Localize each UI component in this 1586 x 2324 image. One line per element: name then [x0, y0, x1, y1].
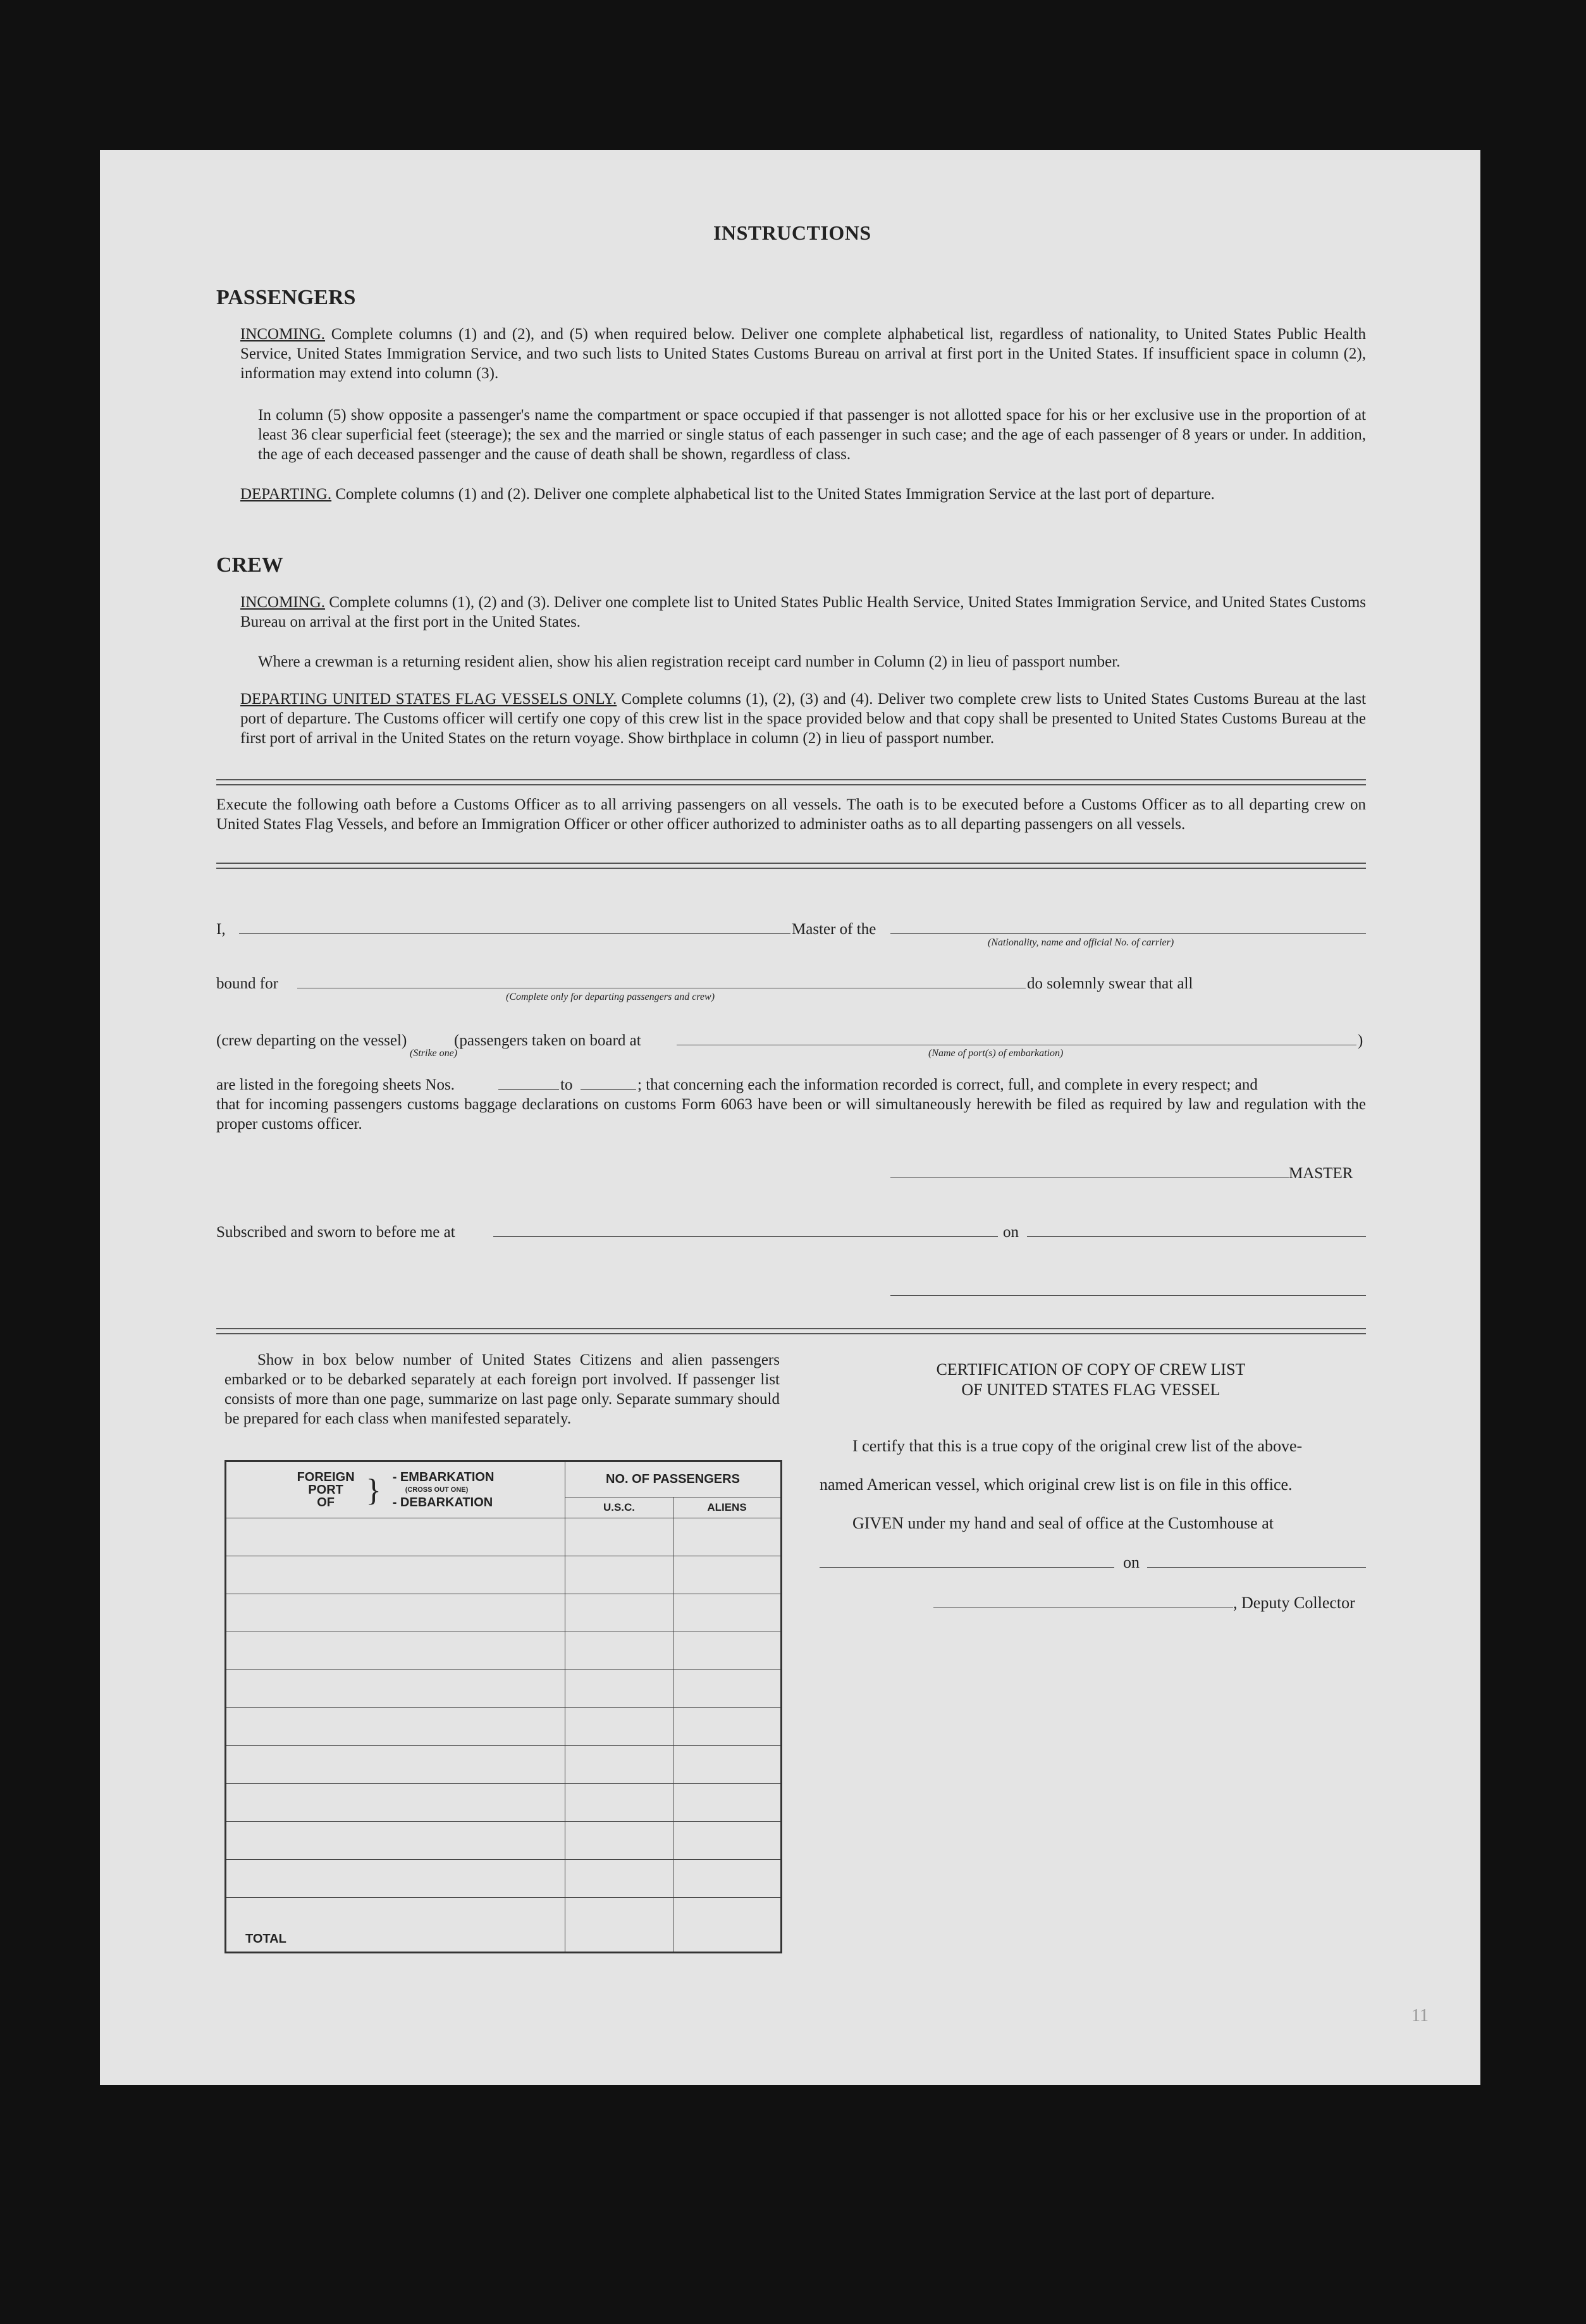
customhouse-line[interactable]: [820, 1567, 1114, 1568]
oath-i-label: I,: [216, 921, 226, 938]
no-of-passengers-header: NO. OF PASSENGERS: [565, 1461, 782, 1497]
aliens-cell[interactable]: [673, 1518, 782, 1556]
bound-for-label: bound for: [216, 975, 278, 992]
certify-line1: I certify that this is a true copy of the original crew list of the above-: [852, 1437, 1303, 1455]
crew-incoming-text: Complete columns (1), (2) and (3). Deliver one complete list to United States Public Health Service, United States Immigration Service, and United States Customs Bureau on arrival at the first port in the United States.: [240, 594, 1367, 630]
embarkation-options: [393, 1471, 495, 1509]
aliens-cell[interactable]: [673, 1822, 782, 1860]
port-cell[interactable]: [226, 1708, 565, 1746]
usc-cell[interactable]: [565, 1860, 673, 1898]
certification-heading: [816, 1360, 1366, 1400]
passengers-incoming-label: INCOMING.: [240, 326, 326, 343]
to-label: to: [560, 1076, 573, 1093]
page-number: 11: [1411, 2006, 1429, 2026]
passengers-departing-text: Complete columns (1) and (2). Deliver one complete alphabetical list to the United States Immigration Service at the last port of departure.: [335, 486, 1215, 503]
port-cell[interactable]: [226, 1670, 565, 1708]
summary-instructions: Show in box below number of United States Citizens and alien passengers embarked or to be debarked separately at each foreign port involved. If passenger list consists of more than one page, summarize on last page only. Separate summary should be prepared for each class when manifested separately.: [224, 1351, 780, 1427]
usc-cell[interactable]: [565, 1822, 673, 1860]
brace-icon: }: [366, 1472, 381, 1508]
usc-cell[interactable]: [565, 1784, 673, 1822]
passengers-column5: In column (5) show opposite a passenger's name the compartment or space occupied if that passenger is not allotted space for his or her exclusive use in the proportion of at least 36 clear superficial feet (steerage); the sex and the married or single status of each passenger in such case; and the age of each passenger of 8 years or under. In addition, the age of each deceased passenger and the cause of death shall be shown, regardless of class.: [258, 407, 1366, 463]
usc-cell[interactable]: [565, 1708, 673, 1746]
listed-line2-text: that for incoming passengers customs baggage declarations on customs Form 6063 have been or will simultaneously herewith be filed as required by law and regulation with the proper customs officer.: [216, 1096, 1366, 1133]
deputy-collector-label: , Deputy Collector: [1233, 1594, 1355, 1612]
port-cell[interactable]: [226, 1822, 565, 1860]
of-label: OF: [317, 1496, 335, 1509]
total-label: TOTAL: [226, 1898, 565, 1953]
strike-one-caption: (Strike one): [410, 1048, 458, 1059]
usc-cell[interactable]: [565, 1670, 673, 1708]
subscribed-place-line[interactable]: [493, 1236, 998, 1237]
usc-cell[interactable]: [565, 1746, 673, 1784]
port-cell[interactable]: [226, 1632, 565, 1670]
aliens-cell[interactable]: [673, 1708, 782, 1746]
aliens-cell[interactable]: [673, 1556, 782, 1594]
certification-on-label: on: [1123, 1553, 1140, 1571]
foreign-label: FOREIGN: [297, 1470, 355, 1484]
aliens-cell[interactable]: [673, 1860, 782, 1898]
embarkation-label: - EMBARKATION: [392, 1470, 495, 1484]
subscribed-label: Subscribed and sworn to before me at: [216, 1224, 455, 1241]
officer-signature-line[interactable]: [890, 1295, 1366, 1296]
port-label: PORT: [308, 1483, 343, 1497]
crew-departing: [240, 689, 1366, 748]
aliens-cell[interactable]: [673, 1594, 782, 1632]
passengers-taken-option: (passengers taken on board at: [454, 1032, 641, 1049]
divider: [216, 863, 1366, 864]
sheet-to-line[interactable]: [581, 1089, 636, 1090]
aliens-cell[interactable]: [673, 1632, 782, 1670]
divider: [216, 1328, 1366, 1329]
close-paren: ): [1358, 1032, 1363, 1049]
aliens-cell[interactable]: [673, 1746, 782, 1784]
port-cell[interactable]: [226, 1518, 565, 1556]
aliens-header: ALIENS: [673, 1497, 782, 1518]
divider: [216, 1333, 1366, 1334]
usc-cell[interactable]: [565, 1632, 673, 1670]
crew-departing-option: (crew departing on the vessel): [216, 1032, 407, 1049]
divider: [216, 784, 1366, 785]
given-under-hand: GIVEN under my hand and seal of office at the Customhouse at: [852, 1514, 1274, 1532]
listed-rest-text: ; that concerning each the information recorded is correct, full, and complete in every respect; and: [637, 1076, 1258, 1093]
certification-heading-line1: CERTIFICATION OF COPY OF CREW LIST: [936, 1360, 1246, 1379]
usc-total-cell[interactable]: [565, 1898, 673, 1953]
crew-resident-alien: Where a crewman is a returning resident alien, show his alien registration receipt card number in Column (2) in lieu of passport number.: [258, 653, 1121, 670]
cross-out-one-label: (CROSS OUT ONE): [405, 1486, 469, 1494]
page-title: INSTRUCTIONS: [713, 221, 871, 244]
port-cell[interactable]: [226, 1594, 565, 1632]
certification-date-line[interactable]: [1147, 1567, 1366, 1568]
certify-line2: named American vessel, which original crew list is on file in this office.: [820, 1475, 1293, 1494]
foreign-port-of: [297, 1471, 355, 1509]
aliens-total-cell[interactable]: [673, 1898, 782, 1953]
passengers-incoming: [240, 324, 1366, 383]
passengers-departing: [240, 484, 1366, 504]
passenger-summary-table: [224, 1460, 782, 1953]
debarkation-label: - DEBARKATION: [392, 1496, 493, 1509]
crew-heading: CREW: [216, 553, 283, 577]
solemnly-swear-text: do solemnly swear that all: [1027, 975, 1193, 992]
port-cell[interactable]: [226, 1860, 565, 1898]
divider: [216, 868, 1366, 869]
passengers-incoming-text: Complete columns (1) and (2), and (5) when required below. Deliver one complete alphabetical list, regardless of nationality, to United States Public Health Service, United States Immigration Service, and two such lists to United States Customs Bureau on arrival at first port in the United States. If insufficient space in column (2), information may extend into column (3).: [240, 326, 1367, 382]
sheet-from-line[interactable]: [498, 1089, 559, 1090]
port-name-caption: (Name of port(s) of embarkation): [928, 1048, 1064, 1059]
port-cell[interactable]: [226, 1784, 565, 1822]
usc-cell[interactable]: [565, 1518, 673, 1556]
port-cell[interactable]: [226, 1746, 565, 1784]
carrier-line[interactable]: [890, 933, 1366, 934]
master-of-the-label: Master of the: [792, 921, 876, 938]
complete-only-caption: (Complete only for departing passengers and crew): [506, 992, 715, 1002]
aliens-cell[interactable]: [673, 1670, 782, 1708]
port-header-cell: [226, 1461, 565, 1518]
oath-intro: Execute the following oath before a Customs Officer as to all arriving passengers on all vessels. The oath is to be executed before a Customs Officer as to all departing crew on United States Flag Vessels, and before an Immigration Officer or other officer authorized to administer oaths as to all departing passengers on all vessels.: [216, 796, 1366, 833]
listed-in-sheets-label: are listed in the foregoing sheets Nos.: [216, 1076, 455, 1093]
master-signature-line[interactable]: [890, 1177, 1289, 1178]
crew-incoming: [240, 593, 1366, 632]
usc-cell[interactable]: [565, 1594, 673, 1632]
crew-departing-label: DEPARTING UNITED STATES FLAG VESSELS ONLY.: [240, 691, 617, 708]
divider: [216, 779, 1366, 780]
certification-heading-line2: OF UNITED STATES FLAG VESSEL: [961, 1380, 1220, 1399]
master-name-line[interactable]: [239, 933, 790, 934]
master-label: MASTER: [1289, 1165, 1353, 1182]
usc-header: U.S.C.: [565, 1497, 673, 1518]
port-cell[interactable]: [226, 1556, 565, 1594]
nationality-caption: (Nationality, name and official No. of carrier): [988, 937, 1174, 948]
usc-cell[interactable]: [565, 1556, 673, 1594]
subscribed-date-line[interactable]: [1027, 1236, 1366, 1237]
aliens-cell[interactable]: [673, 1784, 782, 1822]
passengers-departing-label: DEPARTING.: [240, 486, 332, 503]
on-label: on: [1003, 1224, 1019, 1241]
passengers-heading: PASSENGERS: [216, 286, 356, 309]
crew-departing-text: Complete columns (1), (2), (3) and (4). Deliver two complete crew lists to United States Customs Bureau at the last port of departure. The Customs officer will certify one copy of this crew list in the space provided below and that copy shall be presented to United States Customs Bureau at the first port of arrival in the United States on the return voyage. Show birthplace in column (2) in lieu of passport number.: [240, 691, 1367, 747]
crew-incoming-label: INCOMING.: [240, 594, 326, 611]
